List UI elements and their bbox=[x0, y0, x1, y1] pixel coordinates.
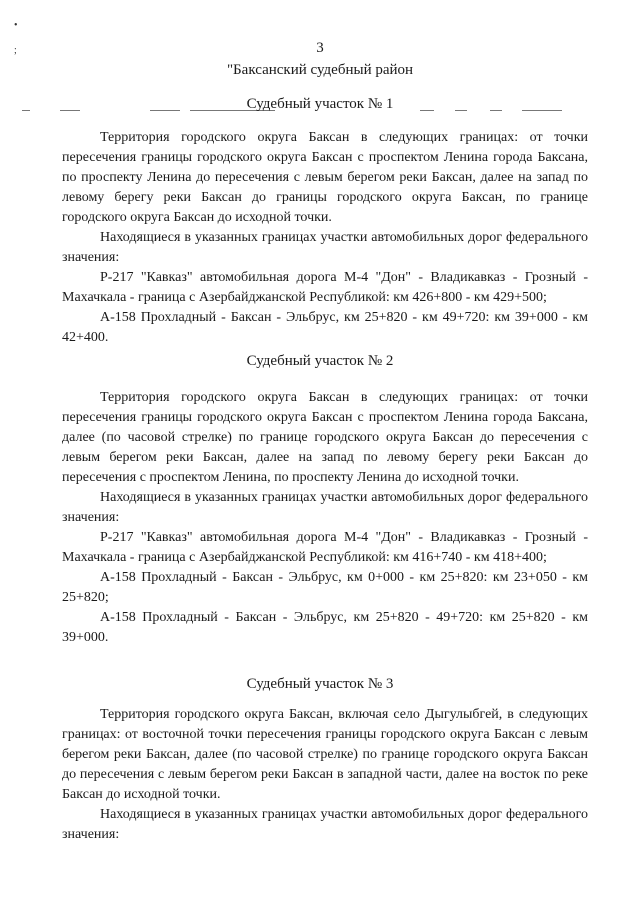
road-entry: Р-217 "Кавказ" автомобильная дорога М-4 "Дон" - Владикавказ - Грозный - Махачкала - граница с Азербайджанской Республикой: км 416+740 - км 418+400; bbox=[62, 530, 588, 565]
section-heading-2: Судебный участок № 2 bbox=[246, 353, 394, 369]
section-body-1 bbox=[62, 128, 588, 348]
roads-intro-paragraph: Находящиеся в указанных границах участки автомобильных дорог федерального значения: bbox=[62, 807, 588, 842]
scan-margin-mark: ; bbox=[14, 45, 17, 56]
district-title: "Баксанский судебный район bbox=[226, 62, 414, 78]
section-body-3 bbox=[62, 705, 588, 845]
road-entry: А-158 Прохладный - Баксан - Эльбрус, км 25+820 - км 49+720: км 39+000 - км 42+400. bbox=[62, 310, 588, 345]
section-body-2 bbox=[62, 388, 588, 648]
roads-intro-paragraph: Находящиеся в указанных границах участки автомобильных дорог федерального значения: bbox=[62, 230, 588, 265]
road-entry: А-158 Прохладный - Баксан - Эльбрус, км 0+000 - км 25+820: км 23+050 - км 25+820; bbox=[62, 570, 588, 605]
territory-paragraph: Территория городского округа Баксан в следующих границах: от точки пересечения границы городского округа Баксан с проспектом Ленина города Баксана, по проспекту Ленина до пересечения с левым берегом реки Баксан, далее на запад по левому берегу реки Баксан до границы городского округа Баксан, по границе городского округа Баксан до исходной точки. bbox=[62, 130, 588, 225]
territory-paragraph: Территория городского округа Баксан, включая село Дыгулыбгей, в следующих границах: от восточной точки пересечения границы городского округа Баксан с левым берегом реки Баксан, далее (по часовой стрелке) по границе городского округа Баксан до пересечения с левым берегом реки Баксан в западной части, далее на восток по реке Баксан до исходной точки. bbox=[62, 707, 588, 802]
section-heading-1: Судебный участок № 1 bbox=[246, 96, 394, 112]
road-entry: Р-217 "Кавказ" автомобильная дорога М-4 "Дон" - Владикавказ - Грозный - Махачкала - граница с Азербайджанской Республикой: км 426+800 - км 429+500; bbox=[62, 270, 588, 305]
section-heading-3: Судебный участок № 3 bbox=[246, 676, 394, 692]
road-entry: А-158 Прохладный - Баксан - Эльбрус, км 25+820 - 49+720: км 25+820 - км 39+000. bbox=[62, 610, 588, 645]
scan-margin-mark: • bbox=[14, 20, 18, 31]
page-number: 3 bbox=[316, 40, 324, 56]
territory-paragraph: Территория городского округа Баксан в следующих границах: от точки пересечения границы городского округа Баксан с проспектом Ленина города Баксана, далее (по часовой стрелке) по границе городского округа Баксан до пересечения с левым берегом реки Баксан, далее на запад по левому берегу реки Баксан до пересечения с проспектом Ленина, по проспекту Ленина до исходной точки. bbox=[62, 390, 588, 485]
roads-intro-paragraph: Находящиеся в указанных границах участки автомобильных дорог федерального значения: bbox=[62, 490, 588, 525]
